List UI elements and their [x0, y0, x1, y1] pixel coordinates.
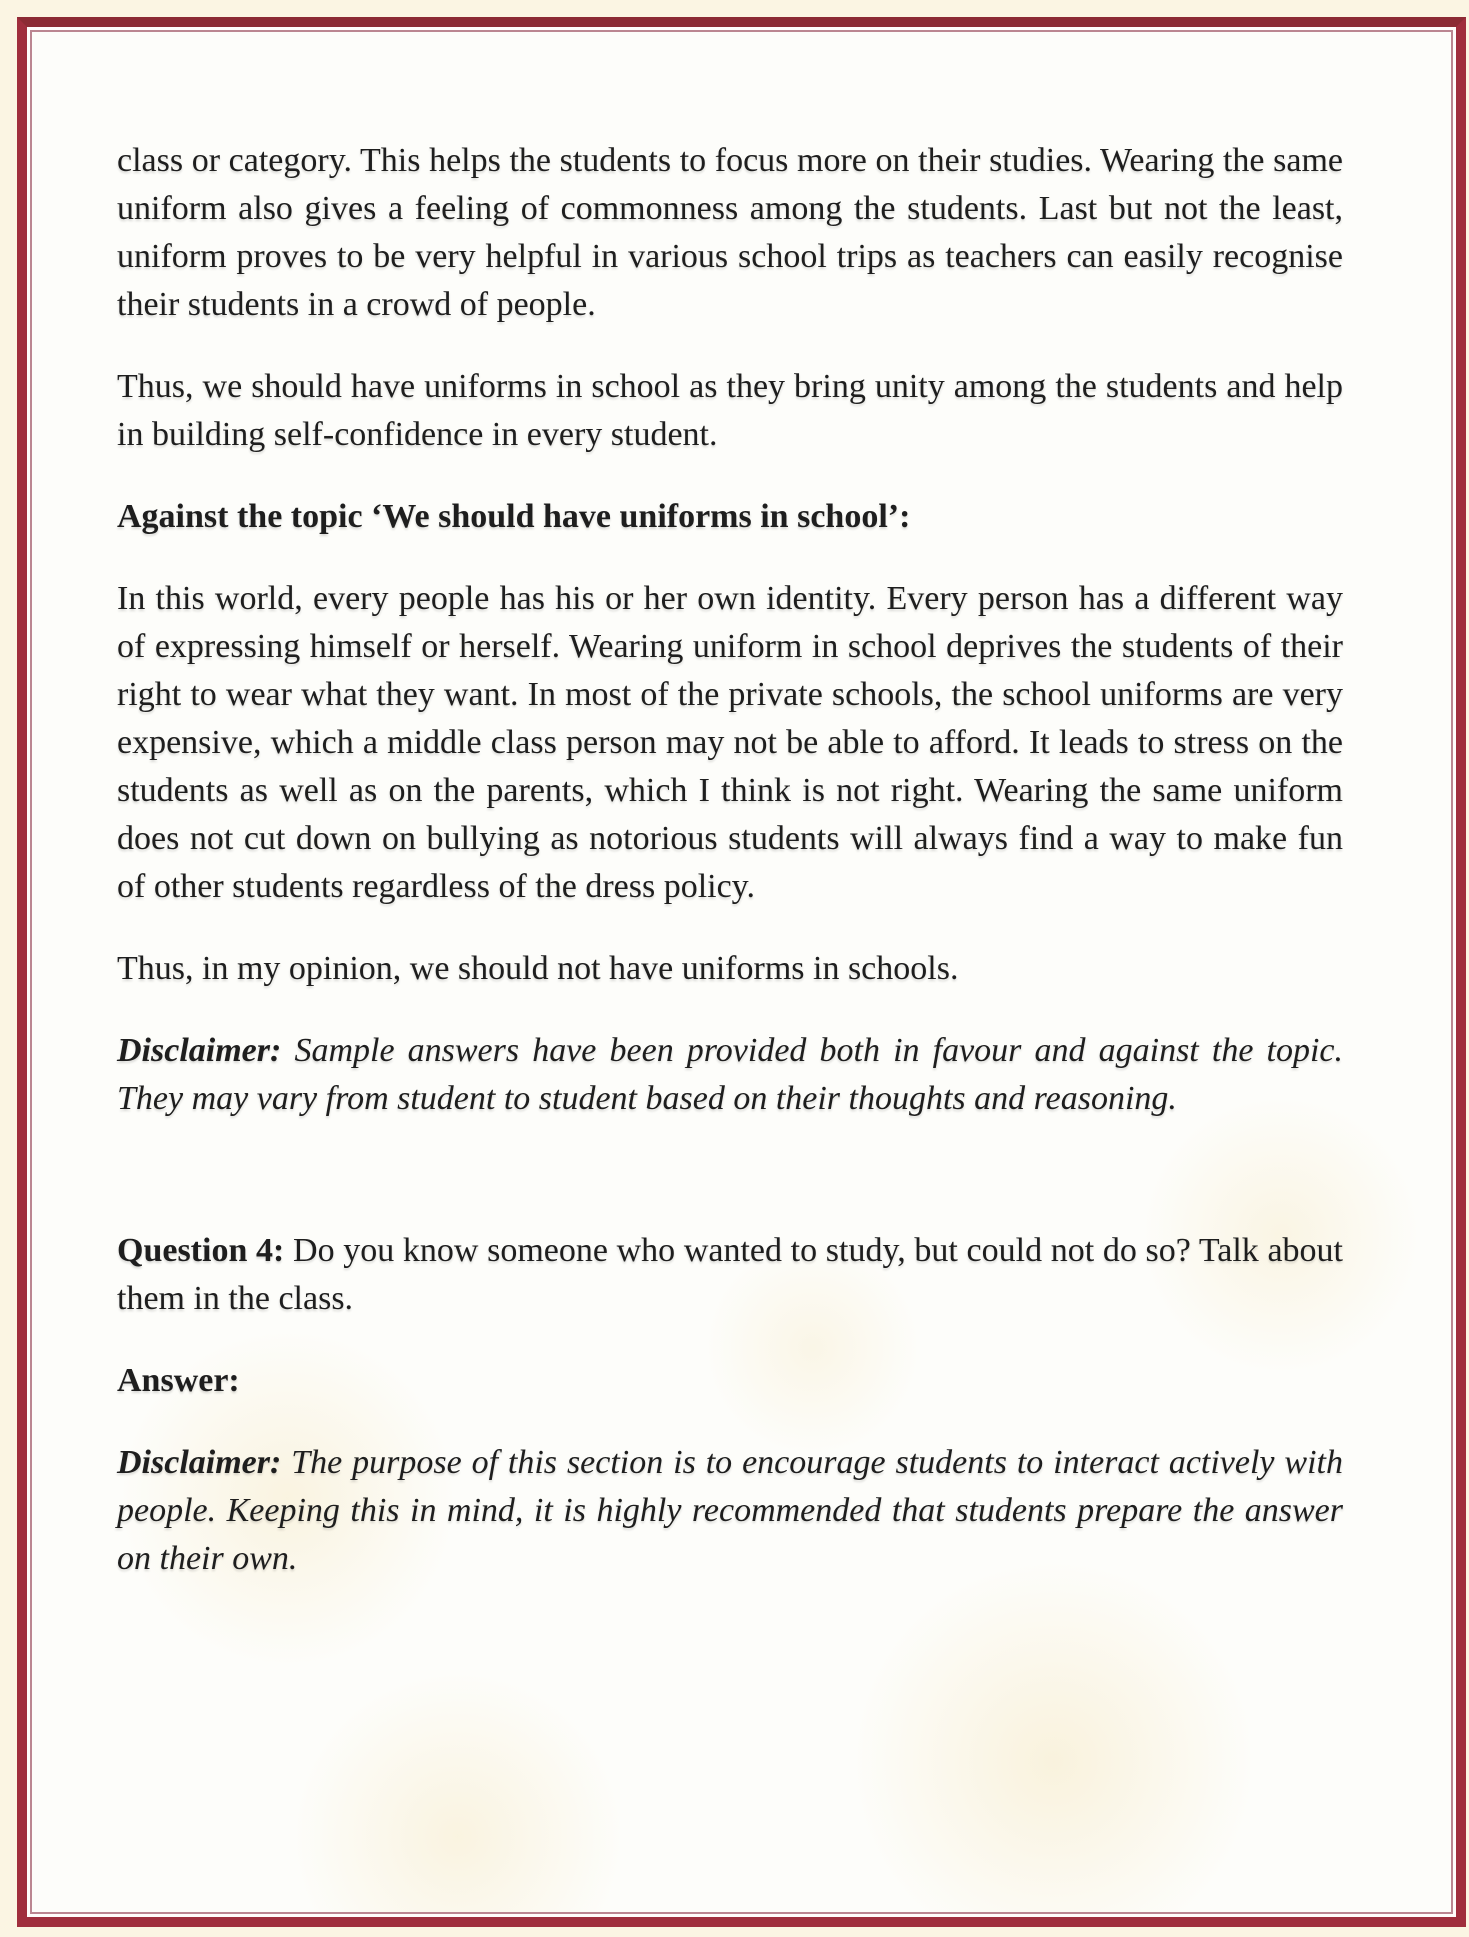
- question-block: [117, 1227, 1343, 1323]
- block-text: The purpose of this section is to encourage students to interact actively with people. Keeping this in mind, it is highly recommended that students prepare the answer on their own.: [117, 1444, 1343, 1577]
- block-text: class or category. This helps the students to focus more on their studies. Wearing the same uniform also gives a feeling of commonness among the students. Last but not the least, uniform proves to be very helpful in various school trips as teachers can easily recognise their students in a crowd of people.: [117, 142, 1343, 323]
- paragraph-block: [117, 363, 1343, 459]
- paragraph-block: [117, 575, 1343, 911]
- decorative-border: [17, 17, 1466, 1927]
- block-text: Against the topic ‘We should have uniforms in school’:: [117, 498, 911, 535]
- disclaimer-block: [117, 1027, 1343, 1123]
- section-heading: [117, 493, 1343, 541]
- bold-label: Disclaimer:: [117, 1444, 282, 1481]
- disclaimer-block: [117, 1439, 1343, 1583]
- document-page: [32, 32, 1451, 1912]
- block-text: Do you know someone who wanted to study, but could not do so? Talk about them in the class.: [117, 1232, 1343, 1317]
- block-text: Thus, we should have uniforms in school as they bring unity among the students and help in building self-confidence in every student.: [117, 368, 1343, 453]
- paragraph-block: [117, 945, 1343, 993]
- block-text: Sample answers have been provided both in favour and against the topic. They may vary from student to student based on their thoughts and reasoning.: [117, 1032, 1344, 1117]
- block-text: In this world, every people has his or her own identity. Every person has a different way of expressing himself or herself. Wearing uniform in school deprives the students of their right to wear what they want. In most of the private schools, the school uniforms are very expensive, which a middle class person may not be able to afford. It leads to stress on the students as well as on the parents, which I think is not right. Wearing the same uniform does not cut down on bullying as notorious students will always find a way to make fun of other students regardless of the dress policy.: [117, 580, 1343, 905]
- bold-label: Disclaimer:: [117, 1032, 282, 1069]
- paragraph-block: [117, 137, 1343, 329]
- inner-border-line: [30, 30, 1453, 1914]
- document-body: [32, 32, 1451, 1583]
- answer-block: [117, 1357, 1343, 1405]
- section-gap: [117, 1157, 1343, 1227]
- block-text: Thus, in my opinion, we should not have uniforms in schools.: [117, 950, 959, 987]
- bold-label: Answer:: [117, 1362, 240, 1399]
- bold-label: Question 4:: [117, 1232, 285, 1269]
